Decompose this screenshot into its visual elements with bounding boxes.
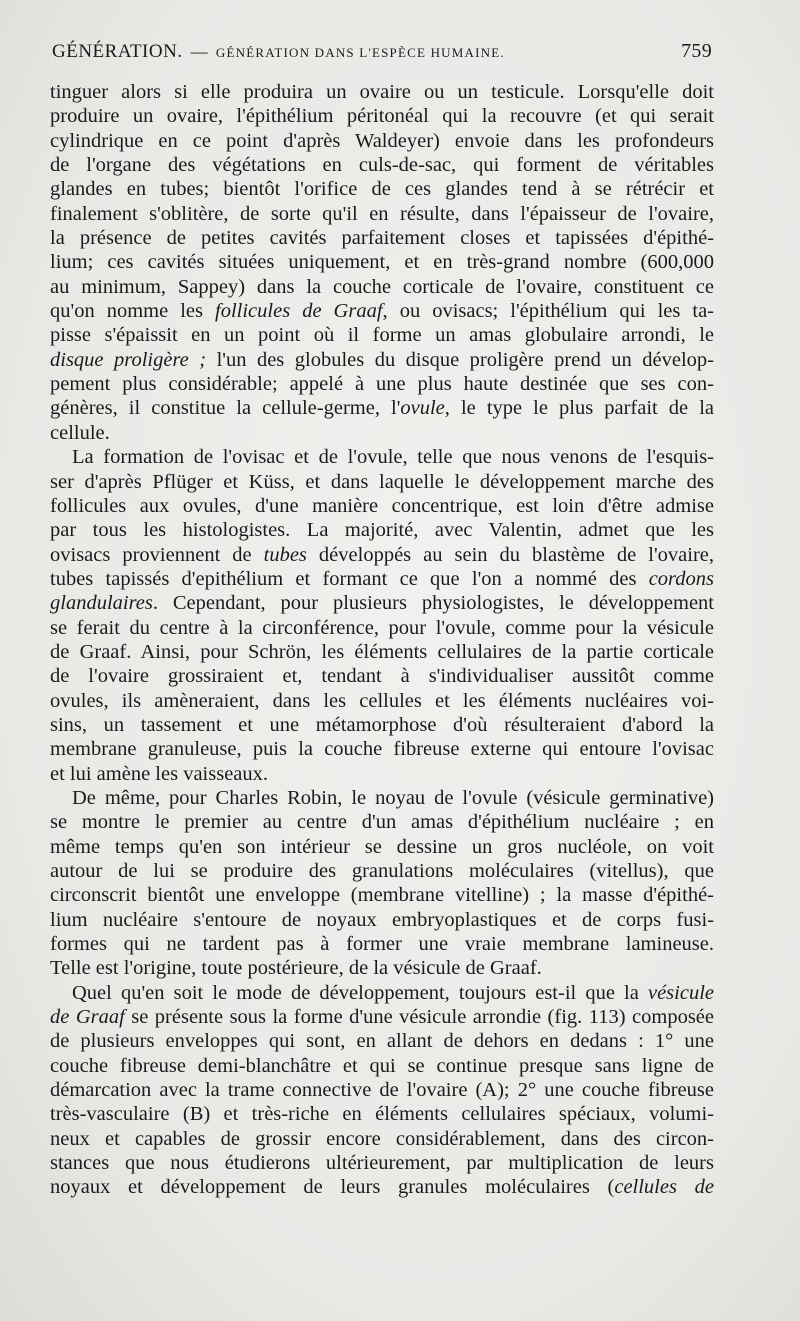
text-segment: de Graaf. Ainsi, pour Schrön, les éléments cellulaires de la partie corticale: [50, 640, 714, 663]
text-segment: autour de lui se produire des granulations moléculaires (vitellus), que: [50, 860, 714, 882]
text-line: [50, 1175, 714, 1199]
text-line: [50, 470, 714, 494]
text-line: [50, 737, 714, 761]
header-separator: —: [190, 42, 208, 61]
text-segment: cellule.: [50, 421, 110, 444]
text-segment: cylindrique en ce point d'après Waldeyer) envoie dans les profondeurs: [50, 129, 714, 152]
text-segment: , ou ovisacs; l'épithélium qui les ta-: [382, 300, 714, 323]
body-text: [50, 80, 714, 1200]
text-segment: la présence de petites cavités parfaitement closes et tapissées d'épithé-: [50, 227, 714, 250]
italic-text: glandulaires: [50, 592, 153, 615]
text-line: [50, 689, 714, 713]
text-line: [50, 421, 714, 445]
text-segment: et lui amène les vaisseaux.: [50, 762, 269, 785]
text-line: [50, 1102, 714, 1126]
text-line: [50, 250, 714, 274]
text-segment: De même, pour Charles Robin, le noyau de l'ovule (vésicule germinative): [72, 786, 714, 809]
text-segment: qu'on nomme les: [50, 300, 216, 323]
text-line: [50, 80, 714, 104]
text-segment: lium nucléaire s'entoure de noyaux embryoplastiques et de corps fusi-: [50, 908, 714, 931]
text-segment: démarcation avec la trame connective de l'ovaire (A); 2° une couche fibreuse: [50, 1079, 714, 1102]
text-segment: glandes en tubes; bientôt l'orifice de ces glandes tend à se rétrécir et: [50, 178, 714, 201]
text-segment: ovules, ils amèneraient, dans les cellules et les éléments nucléaires voi-: [50, 689, 714, 712]
text-segment: ovisacs proviennent de: [50, 543, 264, 566]
text-line: [50, 1151, 714, 1175]
text-line: [50, 372, 714, 396]
text-line: [50, 348, 714, 372]
text-segment: pisse s'épaissit en un point où il forme un amas globulaire arrondi, le: [50, 324, 714, 347]
text-line: [50, 616, 714, 640]
header-title: GÉNÉRATION.: [52, 41, 183, 62]
italic-text: tubes: [263, 543, 307, 566]
text-line: [50, 1078, 714, 1102]
text-line: [50, 494, 714, 518]
text-segment: sins, un tassement et une métamorphose d'où résulteraient d'abord la: [50, 713, 714, 736]
text-segment: se présente sous la forme d'une vésicule arrondie (fig. 113) composée: [124, 1006, 714, 1029]
text-segment: de plusieurs enveloppes qui sont, en allant de dehors en dedans : 1° une: [50, 1030, 714, 1053]
text-segment: tinguer alors si elle produira un ovaire ou un testicule. Lorsqu'elle doit: [50, 81, 714, 103]
header-subtitle: GÉNÉRATION DANS L'ESPÈCE HUMAINE.: [215, 45, 505, 60]
text-segment: développés au sein du blastème de l'ovaire,: [306, 543, 714, 566]
text-segment: se montre le premier au centre d'un amas d'épithélium nucléaire ; en: [50, 811, 714, 834]
text-line: [50, 275, 714, 299]
text-line: [50, 1054, 714, 1078]
text-line: [50, 129, 714, 153]
text-segment: formes qui ne tardent pas à former une vraie membrane lamineuse.: [50, 933, 714, 956]
italic-text: ovule: [400, 397, 445, 420]
text-line: [50, 932, 714, 956]
text-line: [50, 202, 714, 226]
text-line: [50, 1127, 714, 1151]
text-segment: de l'ovaire grossiraient et, tendant à s'individualiser aussitôt comme: [50, 665, 714, 688]
text-segment: . Cependant, pour plusieurs physiologistes, le développement: [152, 592, 714, 615]
text-line: [50, 956, 714, 980]
text-line: [50, 640, 714, 664]
text-line: [50, 981, 714, 1005]
italic-text: cellules de: [614, 1176, 714, 1199]
text-line: [50, 177, 714, 201]
text-line: [50, 1005, 714, 1029]
text-line: [50, 1029, 714, 1053]
text-segment: circonscrit bientôt une enveloppe (membrane vitelline) ; la masse d'épithé-: [50, 884, 714, 907]
text-line: [50, 396, 714, 420]
text-segment: ser d'après Pflüger et Küss, et dans laquelle le développement marche des: [50, 470, 714, 493]
italic-text: de Graaf: [50, 1006, 125, 1029]
text-segment: même temps qu'en son intérieur se dessine un gros nucléole, on voit: [50, 835, 714, 858]
text-line: [50, 153, 714, 177]
text-segment: Telle est l'origine, toute postérieure, de la vésicule de Graaf.: [50, 957, 542, 980]
running-header: [52, 40, 712, 63]
text-line: [50, 445, 714, 469]
text-line: [50, 543, 714, 567]
text-segment: l'un des globules du disque proligère prend un dévelop-: [206, 348, 715, 371]
text-segment: par tous les histologistes. La majorité, avec Valentin, admet que les: [50, 519, 714, 542]
text-segment: , le type le plus parfait de la: [444, 397, 714, 420]
text-segment: finalement s'oblitère, de sorte qu'il en résulte, dans l'épaisseur de l'ovaire,: [50, 202, 714, 225]
text-segment: se ferait du centre à la circonférence, pour l'ovule, comme pour la vésicule: [50, 616, 714, 639]
text-segment: au minimum, Sappey) dans la couche corticale de l'ovaire, constituent ce: [50, 275, 714, 298]
italic-text: follicules de Graaf: [215, 300, 383, 323]
text-line: [50, 786, 714, 810]
text-line: [50, 762, 714, 786]
text-line: [50, 810, 714, 834]
text-line: [50, 567, 714, 591]
text-line: [50, 323, 714, 347]
page-number: 759: [681, 40, 712, 62]
text-segment: couche fibreuse demi-blanchâtre et qui se continue presque sans ligne de: [50, 1054, 714, 1077]
text-line: [50, 226, 714, 250]
text-line: [50, 835, 714, 859]
text-segment: La formation de l'ovisac et de l'ovule, telle que nous venons de l'esquis-: [72, 446, 714, 469]
text-line: [50, 591, 714, 615]
text-line: [50, 299, 714, 323]
text-segment: très-vasculaire (B) et très-riche en éléments cellulaires spéciaux, volumi-: [50, 1103, 714, 1126]
text-line: [50, 104, 714, 128]
text-line: [50, 664, 714, 688]
text-segment: neux et capables de grossir encore considérablement, dans des circon-: [50, 1127, 714, 1150]
text-segment: génères, il constitue la cellule-germe, l': [50, 397, 401, 420]
italic-text: disque proligère ;: [50, 348, 207, 371]
text-segment: follicules aux ovules, d'une manière concentrique, est loin d'être admise: [50, 494, 714, 517]
text-segment: Quel qu'en soit le mode de développement, toujours est-il que la: [72, 981, 648, 1004]
text-line: [50, 908, 714, 932]
text-line: [50, 883, 714, 907]
text-segment: de l'organe des végétations en culs-de-sac, qui forment de véritables: [50, 154, 714, 177]
text-line: [50, 518, 714, 542]
text-line: [50, 713, 714, 737]
text-segment: stances que nous étudierons ultérieurement, par multiplication de leurs: [50, 1152, 714, 1175]
italic-text: vésicule: [647, 981, 714, 1004]
text-segment: pement plus considérable; appelé à une plus haute destinée que ses con-: [50, 373, 714, 396]
italic-text: cordons: [648, 567, 714, 590]
text-segment: produire un ovaire, l'épithélium péritonéal qui la recouvre (et qui serait: [50, 105, 714, 128]
text-segment: lium; ces cavités situées uniquement, et en très-grand nombre (600,000: [50, 251, 714, 274]
text-segment: membrane granuleuse, puis la couche fibreuse externe qui entoure l'ovisac: [50, 738, 714, 761]
text-segment: tubes tapissés d'epithélium et formant ce que l'on a nommé des: [50, 567, 649, 590]
text-segment: noyaux et développement de leurs granules moléculaires (: [50, 1176, 615, 1199]
text-line: [50, 859, 714, 883]
